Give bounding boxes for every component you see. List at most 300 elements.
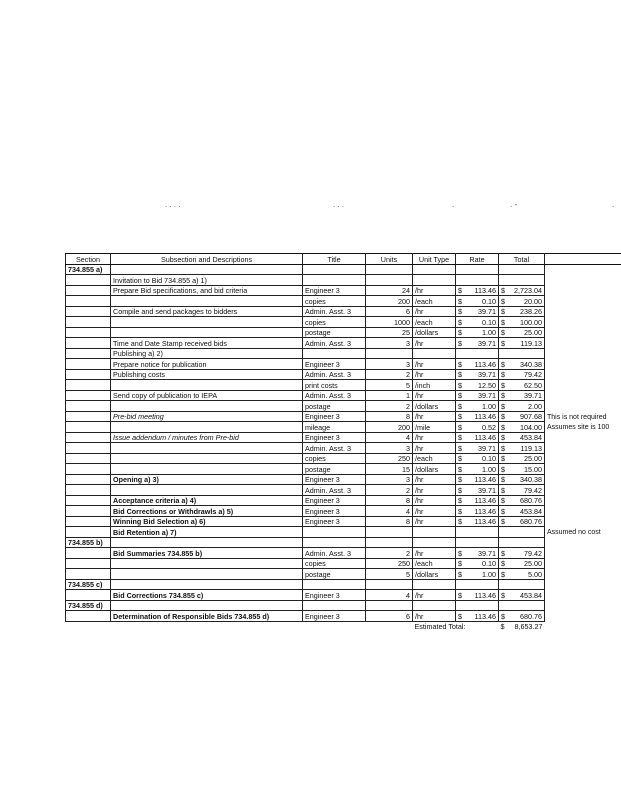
total-cell [499,338,545,349]
total-cell [499,516,545,527]
title-cell: Admin. Asst. 3 [303,369,366,380]
unit-type-cell: /hr [413,285,456,296]
total-value: 25.00 [524,328,542,337]
title-cell: Engineer 3 [303,285,366,296]
rate-currency: $ [458,391,462,400]
description-cell [111,296,303,307]
rate-cell [456,327,499,338]
table-row [66,611,621,622]
header-rate: Rate [456,254,499,265]
unit-type-cell: /hr [413,516,456,527]
section-cell: 734.855 d) [66,600,111,611]
unit-type-cell: /hr [413,590,456,601]
title-cell: Admin. Asst. 3 [303,306,366,317]
total-cell [499,495,545,506]
table-row [66,432,621,443]
note-cell [545,590,621,601]
total-cell [499,285,545,296]
total-cell [499,506,545,517]
unit-type-cell: /hr [413,611,456,622]
total-currency: $ [501,611,505,621]
rate-cell [456,338,499,349]
total-value: 680.76 [520,611,542,621]
total-currency: $ [501,422,505,432]
table-row [66,537,621,548]
title-cell: Engineer 3 [303,611,366,622]
cost-estimate-table [65,253,621,631]
table-row [66,590,621,601]
rate-value: 39.71 [478,338,496,348]
rate-currency: $ [458,559,462,568]
rate-cell [456,432,499,443]
total-value: 340.38 [520,475,542,484]
estimated-total-label: Estimated Total: [414,622,466,631]
rate-cell [456,611,499,622]
note-cell [545,285,621,296]
note-cell [545,348,621,359]
section-cell [66,516,111,527]
total-cell [499,453,545,464]
title-cell: Admin. Asst. 3 [303,338,366,349]
rate-value: 12.50 [478,380,496,390]
rate-currency: $ [458,433,462,442]
note-cell [545,537,621,548]
unit-type-cell [413,348,456,359]
description-cell: Invitation to Bid 734.855 a) 1) [111,275,303,286]
currency-symbol: $ [500,622,505,631]
table-row [66,516,621,527]
unit-type-cell: /hr [413,485,456,496]
rate-cell [456,422,499,433]
page-mark: . . . [333,200,345,209]
unit-type-cell: /hr [413,390,456,401]
total-cell [499,359,545,370]
table-row [66,348,621,359]
section-cell [66,558,111,569]
total-currency: $ [501,443,505,453]
description-cell: Issue addendum / minutes from Pre-bid [111,432,303,443]
rate-value: 39.71 [478,391,496,400]
description-cell [111,422,303,433]
table-row [66,506,621,517]
section-cell [66,317,111,328]
total-currency: $ [501,286,505,295]
note-cell [545,464,621,475]
description-cell: Acceptance criteria a) 4) [111,495,303,506]
rate-currency: $ [458,475,462,484]
table-row [66,600,621,611]
total-currency: $ [501,307,505,316]
units-cell: 3 [366,443,413,454]
section-cell [66,611,111,622]
section-cell [66,380,111,391]
rate-currency: $ [458,307,462,316]
description-cell [111,401,303,412]
units-cell [366,527,413,538]
total-value: 79.42 [524,548,542,558]
note-cell: Assumes site is 100 [547,424,610,431]
note-cell [545,401,621,412]
total-value: 2,723.04 [514,286,542,295]
total-currency: $ [501,338,505,348]
total-currency: $ [501,517,505,526]
total-cell [499,548,545,559]
rate-currency: $ [458,496,462,505]
note-cell [545,485,621,496]
description-cell [111,537,303,548]
units-cell: 6 [366,611,413,622]
unit-type-cell: /dollars [413,401,456,412]
units-cell [366,600,413,611]
unit-type-cell [413,264,456,275]
table-row [66,359,621,370]
total-currency: $ [501,380,505,390]
title-cell [303,275,366,286]
unit-type-cell: /hr [413,548,456,559]
description-cell [111,558,303,569]
note-cell [545,390,621,401]
total-currency: $ [501,559,505,568]
section-cell [66,401,111,412]
unit-type-cell: /hr [413,506,456,517]
unit-type-cell: /hr [413,306,456,317]
total-value: 62.50 [524,380,542,390]
rate-cell [456,485,499,496]
title-cell: postage [303,569,366,580]
rate-currency: $ [458,412,462,421]
note-cell [545,264,621,275]
rate-cell [456,380,499,391]
table-row [66,401,621,412]
rate-cell [456,548,499,559]
rate-cell [456,264,499,275]
units-cell: 250 [366,558,413,569]
total-cell [499,464,545,475]
title-cell: Admin. Asst. 3 [303,443,366,454]
description-cell: Bid Retention a) 7) [111,527,303,538]
rate-currency: $ [458,590,462,600]
rate-value: 39.71 [478,370,496,379]
unit-type-cell [413,579,456,590]
total-currency: $ [501,590,505,600]
description-cell: Determination of Responsible Bids 734.855 d) [111,611,303,622]
estimated-total-value [499,621,545,631]
unit-type-cell [413,275,456,286]
units-cell: 2 [366,485,413,496]
header-subsection: Subsection and Descriptions [111,254,303,265]
total-cell [499,306,545,317]
total-cell [499,611,545,622]
section-cell [66,527,111,538]
rate-currency: $ [458,401,462,411]
section-cell [66,285,111,296]
total-value: 5.00 [528,569,542,579]
note-cell [545,443,621,454]
total-currency: $ [501,359,505,369]
units-cell: 250 [366,453,413,464]
total-value: 119.13 [520,443,542,453]
total-currency: $ [501,412,505,421]
units-cell [366,537,413,548]
section-cell [66,443,111,454]
note-cell [545,275,621,286]
rate-cell [456,506,499,517]
cost-estimate-sheet [65,253,621,631]
section-cell [66,369,111,380]
note-cell [545,453,621,464]
rate-currency: $ [458,422,462,432]
rate-cell [456,453,499,464]
description-cell [111,569,303,580]
description-cell [111,485,303,496]
description-cell: Publishing a) 2) [111,348,303,359]
page-mark: . [612,200,615,209]
units-cell: 2 [366,401,413,412]
page-mark: . - [510,200,518,209]
total-value: 100.00 [520,317,542,327]
unit-type-cell: /hr [413,359,456,370]
description-cell: Prepare Bid specifications, and bid criteria [111,285,303,296]
title-cell: Admin. Asst. 3 [303,390,366,401]
total-cell [499,590,545,601]
section-cell [66,485,111,496]
description-cell: Prepare notice for publication [111,359,303,370]
total-value: 907.68 [520,412,542,421]
section-cell [66,453,111,464]
title-cell: Engineer 3 [303,411,366,422]
description-cell: Bid Summaries 734.855 b) [111,548,303,559]
rate-value: 113.46 [474,611,496,621]
title-cell [303,537,366,548]
units-cell [366,264,413,275]
rate-currency: $ [458,443,462,453]
title-cell: copies [303,453,366,464]
total-value: 25.00 [524,454,542,463]
title-cell: postage [303,464,366,475]
total-cell [499,264,545,275]
table-row [66,411,621,422]
rate-value: 113.46 [474,496,496,505]
header-row [66,254,621,265]
rate-cell [456,464,499,475]
title-cell: mileage [303,422,366,433]
description-cell: Publishing costs [111,369,303,380]
units-cell: 3 [366,338,413,349]
total-cell [499,390,545,401]
rate-value: 113.46 [474,433,496,442]
note-cell [545,380,621,391]
rate-value: 113.46 [474,475,496,484]
rate-value: 1.00 [482,328,496,337]
unit-type-cell: /hr [413,411,456,422]
note-cell [545,506,621,517]
total-cell [499,569,545,580]
table-row [66,285,621,296]
total-currency: $ [501,328,505,337]
header-section: Section [66,254,111,265]
total-value: 20.00 [524,296,542,306]
total-value: 39.71 [524,391,542,400]
section-cell [66,359,111,370]
rate-value: 113.46 [474,359,496,369]
description-cell: Send copy of publication to IEPA [111,390,303,401]
total-cell [499,432,545,443]
title-cell: Admin. Asst. 3 [303,485,366,496]
rate-value: 113.46 [474,286,496,295]
description-cell: Bid Corrections or Withdrawls a) 5) [111,506,303,517]
rate-cell [456,600,499,611]
table-row [66,327,621,338]
total-value: 453.84 [520,590,542,600]
note-cell [545,474,621,485]
units-cell [366,275,413,286]
rate-cell [456,275,499,286]
note-cell [545,611,621,622]
total-value: 453.84 [520,433,542,442]
total-value: 79.42 [524,370,542,379]
units-cell: 1000 [366,317,413,328]
unit-type-cell: /hr [413,369,456,380]
note-cell [545,432,621,443]
total-cell [499,558,545,569]
units-cell: 8 [366,411,413,422]
rate-cell [456,390,499,401]
section-cell [66,348,111,359]
header-title: Title [303,254,366,265]
unit-type-cell [413,600,456,611]
rate-currency: $ [458,380,462,390]
total-value: 238.26 [520,307,542,316]
total-value: 104.00 [520,422,542,432]
rate-currency: $ [458,328,462,337]
total-cell [499,327,545,338]
rate-cell [456,558,499,569]
header-notes [545,254,621,265]
units-cell: 1 [366,390,413,401]
total-value: 15.00 [524,464,542,474]
rate-cell [456,317,499,328]
units-cell [366,348,413,359]
total-cell [499,401,545,412]
title-cell: Engineer 3 [303,495,366,506]
total-value: 79.42 [524,485,542,495]
total-cell [499,348,545,359]
rate-value: 1.00 [482,401,496,411]
description-cell: Opening a) 3) [111,474,303,485]
total-cell [499,317,545,328]
description-cell [111,380,303,391]
section-cell [66,432,111,443]
title-cell: print costs [303,380,366,391]
rate-value: 0.10 [482,317,496,327]
note-cell: Assumed no cost [547,529,601,536]
units-cell: 3 [366,474,413,485]
units-cell: 2 [366,548,413,559]
summary-row [66,621,621,631]
rate-cell [456,516,499,527]
description-cell [111,579,303,590]
rate-cell [456,495,499,506]
total-cell [499,296,545,307]
table-row [66,264,621,275]
table-row [66,275,621,286]
note-cell [545,338,621,349]
unit-type-cell: /mile [413,422,456,433]
section-cell [66,338,111,349]
section-cell: 734.855 a) [66,264,111,275]
note-cell [545,369,621,380]
page-mark: . [452,200,455,209]
table-row [66,306,621,317]
total-cell [499,422,545,433]
total-value: 680.76 [520,496,542,505]
total-cell [499,527,545,538]
units-cell: 200 [366,296,413,307]
rate-value: 1.00 [482,464,496,474]
section-cell [66,390,111,401]
table-row [66,369,621,380]
total-currency: $ [501,475,505,484]
total-cell [499,411,545,422]
total-value: 680.76 [520,517,542,526]
total-currency: $ [501,391,505,400]
total-cell [499,579,545,590]
note-cell [545,548,621,559]
estimated-total-amount: 8,653.27 [514,622,543,631]
rate-cell [456,527,499,538]
rate-cell [456,285,499,296]
title-cell: Engineer 3 [303,506,366,517]
total-cell [499,600,545,611]
rate-currency: $ [458,464,462,474]
rate-value: 0.10 [482,296,496,306]
units-cell: 8 [366,516,413,527]
unit-type-cell: /hr [413,495,456,506]
total-currency: $ [501,433,505,442]
units-cell: 25 [366,327,413,338]
unit-type-cell: /each [413,317,456,328]
rate-value: 39.71 [478,443,496,453]
table-row [66,422,621,433]
rate-value: 39.71 [478,548,496,558]
units-cell: 5 [366,380,413,391]
rate-cell [456,359,499,370]
units-cell: 5 [366,569,413,580]
rate-value: 0.10 [482,559,496,568]
section-cell [66,411,111,422]
rate-cell [456,474,499,485]
section-cell [66,506,111,517]
total-cell [499,474,545,485]
units-cell: 8 [366,495,413,506]
rate-cell [456,569,499,580]
table-row [66,464,621,475]
description-cell [111,453,303,464]
table-row [66,569,621,580]
note-cell: This is not required [547,413,607,421]
unit-type-cell: /dollars [413,569,456,580]
total-value: 2.00 [528,401,542,411]
note-cell [545,296,621,307]
description-cell: Winning Bid Selection a) 6) [111,516,303,527]
description-cell [111,264,303,275]
unit-type-cell: /each [413,558,456,569]
unit-type-cell: /dollars [413,327,456,338]
note-cell [545,569,621,580]
total-cell [499,369,545,380]
note-cell [545,600,621,611]
total-currency: $ [501,464,505,474]
